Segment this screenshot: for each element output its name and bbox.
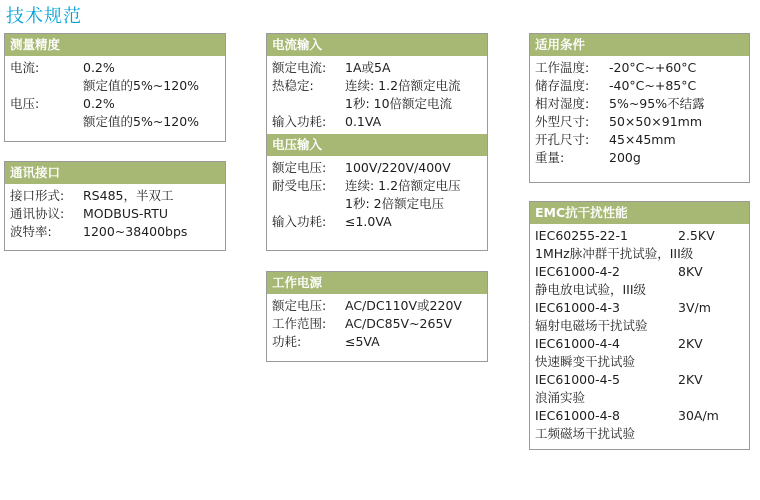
spec-row bbox=[272, 213, 482, 231]
spec-label: 输入功耗: bbox=[272, 114, 327, 129]
spec-value: 1秒: 10倍额定电流 bbox=[345, 96, 453, 111]
spec-value: 1200~38400bps bbox=[83, 224, 188, 239]
spec-value: 100V/220V/400V bbox=[345, 160, 451, 175]
emc-test-name: IEC61000-4-8 bbox=[535, 408, 621, 423]
spec-value: ≤5VA bbox=[345, 334, 380, 349]
spec-value: MODBUS-RTU bbox=[83, 206, 168, 221]
emc-test-name: IEC61000-4-3 bbox=[535, 300, 621, 315]
spec-value: 200g bbox=[609, 150, 641, 165]
emc-test-value: 2.5KV bbox=[678, 228, 715, 243]
spec-label: 重量: bbox=[535, 150, 565, 165]
emc-test-name: 辐射电磁场干扰试验 bbox=[535, 318, 648, 333]
page-title: 技术规范 bbox=[6, 6, 82, 27]
panel-subtitle: 电压输入 bbox=[267, 134, 487, 156]
spec-row bbox=[272, 77, 482, 95]
emc-row bbox=[535, 317, 744, 335]
spec-row bbox=[272, 113, 482, 131]
spec-label: 外型尺寸: bbox=[535, 114, 590, 129]
emc-test-value: 3V/m bbox=[678, 300, 711, 315]
emc-row bbox=[535, 227, 744, 245]
spec-label: 功耗: bbox=[272, 334, 302, 349]
spec-label: 接口形式: bbox=[10, 188, 65, 203]
spec-row bbox=[535, 149, 744, 167]
emc-row bbox=[535, 371, 744, 389]
spec-value: 连续: 1.2倍额定电流 bbox=[345, 78, 461, 93]
spec-label: 热稳定: bbox=[272, 78, 314, 93]
spec-value: 45×45mm bbox=[609, 132, 676, 147]
spec-row bbox=[272, 333, 482, 351]
panel-title: 电流输入 bbox=[267, 34, 487, 56]
spec-row bbox=[272, 195, 482, 213]
power-supply-panel bbox=[266, 271, 488, 362]
spec-row bbox=[272, 159, 482, 177]
measurement-accuracy-panel bbox=[4, 33, 226, 142]
spec-value: AC/DC110V或220V bbox=[345, 298, 462, 313]
spec-row bbox=[272, 95, 482, 113]
spec-value: 额定值的5%~120% bbox=[83, 114, 200, 129]
panel-title: 通讯接口 bbox=[5, 162, 225, 184]
spec-value: 连续: 1.2倍额定电压 bbox=[345, 178, 461, 193]
emc-test-name: IEC61000-4-2 bbox=[535, 264, 621, 279]
emc-row bbox=[535, 299, 744, 317]
panel-title: 测量精度 bbox=[5, 34, 225, 56]
spec-value: AC/DC85V~265V bbox=[345, 316, 452, 331]
spec-value: 5%~95%不结露 bbox=[609, 96, 705, 111]
spec-row bbox=[10, 95, 220, 113]
emc-test-name: 浪涌实验 bbox=[535, 390, 586, 405]
emc-test-name: IEC60255-22-1 bbox=[535, 228, 628, 243]
spec-row bbox=[10, 59, 220, 77]
spec-row bbox=[272, 59, 482, 77]
spec-label: 开孔尺寸: bbox=[535, 132, 590, 147]
spec-value: 0.2% bbox=[83, 96, 115, 111]
spec-value: 0.1VA bbox=[345, 114, 382, 129]
communication-interface-panel bbox=[4, 161, 226, 251]
spec-label: 耐受电压: bbox=[272, 178, 327, 193]
panel-title: EMC抗干扰性能 bbox=[530, 202, 749, 224]
spec-value: -40°C~+85°C bbox=[609, 78, 697, 93]
spec-row bbox=[535, 113, 744, 131]
emc-test-name: 工频磁场干扰试验 bbox=[535, 426, 636, 441]
emc-row bbox=[535, 389, 744, 407]
emc-row bbox=[535, 335, 744, 353]
spec-row bbox=[10, 223, 220, 241]
emc-test-value: 2KV bbox=[678, 336, 703, 351]
spec-row bbox=[535, 59, 744, 77]
emc-immunity-panel bbox=[529, 201, 750, 450]
spec-label: 额定电流: bbox=[272, 60, 327, 75]
spec-value: 1A或5A bbox=[345, 60, 391, 75]
spec-value: ≤1.0VA bbox=[345, 214, 392, 229]
emc-test-name: IEC61000-4-5 bbox=[535, 372, 621, 387]
emc-test-name: 快速瞬变干扰试验 bbox=[535, 354, 636, 369]
spec-label: 额定电压: bbox=[272, 298, 327, 313]
emc-row bbox=[535, 353, 744, 371]
spec-row bbox=[10, 187, 220, 205]
spec-value: -20°C~+60°C bbox=[609, 60, 697, 75]
emc-row bbox=[535, 245, 744, 263]
emc-test-value: 30A/m bbox=[678, 408, 719, 423]
spec-value: 0.2% bbox=[83, 60, 115, 75]
spec-label: 通讯协议: bbox=[10, 206, 65, 221]
spec-row bbox=[272, 315, 482, 333]
emc-row bbox=[535, 425, 744, 443]
spec-row bbox=[272, 297, 482, 315]
emc-row bbox=[535, 263, 744, 281]
spec-value: 50×50×91mm bbox=[609, 114, 703, 129]
emc-test-value: 2KV bbox=[678, 372, 703, 387]
spec-row bbox=[10, 113, 220, 131]
spec-label bbox=[10, 77, 83, 95]
spec-label bbox=[10, 113, 83, 131]
emc-test-name: 静电放电试验，III级 bbox=[535, 282, 647, 297]
panel-title: 适用条件 bbox=[530, 34, 749, 56]
spec-label: 相对湿度: bbox=[535, 96, 590, 111]
spec-row bbox=[535, 131, 744, 149]
spec-label: 波特率: bbox=[10, 224, 52, 239]
spec-row bbox=[535, 95, 744, 113]
emc-row bbox=[535, 281, 744, 299]
operating-conditions-panel bbox=[529, 33, 750, 183]
emc-test-value: 8KV bbox=[678, 264, 703, 279]
panel-title: 工作电源 bbox=[267, 272, 487, 294]
spec-value: RS485，半双工 bbox=[83, 188, 174, 203]
emc-test-name: IEC61000-4-4 bbox=[535, 336, 621, 351]
spec-row bbox=[10, 205, 220, 223]
spec-label bbox=[272, 195, 345, 213]
spec-label: 电流: bbox=[10, 60, 40, 75]
spec-label: 储存温度: bbox=[535, 78, 590, 93]
spec-row bbox=[535, 77, 744, 95]
spec-label: 额定电压: bbox=[272, 160, 327, 175]
emc-row bbox=[535, 407, 744, 425]
current-voltage-input-panel bbox=[266, 33, 488, 251]
spec-label: 输入功耗: bbox=[272, 214, 327, 229]
spec-value: 1秒: 2倍额定电压 bbox=[345, 196, 445, 211]
spec-value: 额定值的5%~120% bbox=[83, 78, 200, 93]
spec-label: 工作温度: bbox=[535, 60, 590, 75]
spec-label: 工作范围: bbox=[272, 316, 327, 331]
emc-test-name: 1MHz脉冲群干扰试验，III级 bbox=[535, 246, 694, 261]
spec-label: 电压: bbox=[10, 96, 40, 111]
spec-row bbox=[10, 77, 220, 95]
spec-row bbox=[272, 177, 482, 195]
spec-label bbox=[272, 95, 345, 113]
